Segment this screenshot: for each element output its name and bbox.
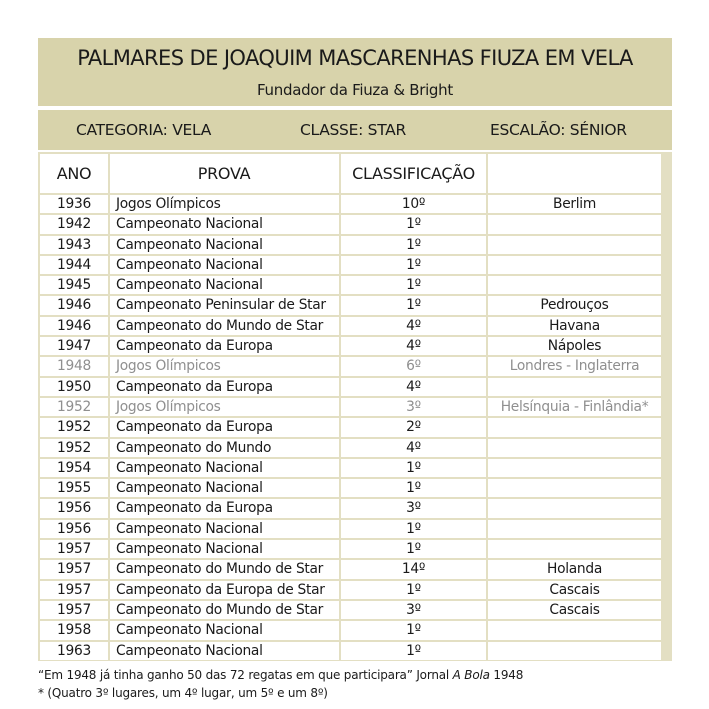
table-row xyxy=(40,520,661,538)
location-cell: Helsínquia - Finlândia* xyxy=(488,398,661,416)
event-cell: Campeonato Nacional xyxy=(110,215,339,233)
location-cell: Pedrouços xyxy=(488,296,661,314)
classification-cell: 1º xyxy=(341,581,486,599)
year-cell: 1950 xyxy=(40,378,108,396)
location-cell xyxy=(488,256,661,274)
table-row xyxy=(40,276,661,294)
event-cell: Campeonato Nacional xyxy=(110,256,339,274)
table-row xyxy=(40,215,661,233)
event-cell: Campeonato Peninsular de Star xyxy=(110,296,339,314)
table-row xyxy=(40,540,661,558)
year-cell: 1942 xyxy=(40,215,108,233)
event-cell: Campeonato Nacional xyxy=(110,520,339,538)
event-cell: Campeonato Nacional xyxy=(110,459,339,477)
location-cell: Nápoles xyxy=(488,337,661,355)
table-row xyxy=(40,479,661,497)
location-cell xyxy=(488,418,661,436)
header-year: ANO xyxy=(40,154,108,193)
classification-cell: 6º xyxy=(341,357,486,375)
classification-cell: 3º xyxy=(341,398,486,416)
location-cell: Cascais xyxy=(488,581,661,599)
event-cell: Campeonato Nacional xyxy=(110,540,339,558)
table-row xyxy=(40,337,661,355)
event-cell: Campeonato da Europa de Star xyxy=(110,581,339,599)
table-row xyxy=(40,296,661,314)
table-row xyxy=(40,378,661,396)
class-info xyxy=(300,121,406,139)
location-cell: Berlim xyxy=(488,195,661,213)
table-body xyxy=(40,195,661,660)
title-banner xyxy=(38,38,672,106)
year-cell: 1956 xyxy=(40,499,108,517)
location-cell: Holanda xyxy=(488,560,661,578)
footnote-quote-text: “Em 1948 já tinha ganho 50 das 72 regatas em que participara” Jornal xyxy=(38,668,450,682)
year-cell: 1957 xyxy=(40,540,108,558)
table-row xyxy=(40,317,661,335)
classification-cell: 1º xyxy=(341,215,486,233)
classification-cell: 1º xyxy=(341,642,486,660)
location-cell xyxy=(488,621,661,639)
table-row xyxy=(40,459,661,477)
classification-cell: 1º xyxy=(341,276,486,294)
classification-cell: 3º xyxy=(341,601,486,619)
event-cell: Campeonato Nacional xyxy=(110,642,339,660)
location-cell xyxy=(488,642,661,660)
table-row xyxy=(40,439,661,457)
event-cell: Campeonato Nacional xyxy=(110,236,339,254)
classification-cell: 1º xyxy=(341,459,486,477)
year-cell: 1963 xyxy=(40,642,108,660)
table-row xyxy=(40,601,661,619)
event-cell: Campeonato da Europa xyxy=(110,378,339,396)
footnote-asterisk: * (Quatro 3º lugares, um 4º lugar, um 5º e um 8º) xyxy=(38,686,328,700)
table-row xyxy=(40,195,661,213)
table-row xyxy=(40,398,661,416)
header-location xyxy=(488,154,661,193)
header-event: PROVA xyxy=(110,154,339,193)
header-classification: CLASSIFICAÇÃO xyxy=(341,154,486,193)
location-cell xyxy=(488,276,661,294)
results-table xyxy=(38,152,663,662)
classification-cell: 4º xyxy=(341,439,486,457)
classification-cell: 4º xyxy=(341,378,486,396)
footnote-year: 1948 xyxy=(493,668,524,682)
year-cell: 1952 xyxy=(40,398,108,416)
year-cell: 1936 xyxy=(40,195,108,213)
category-banner xyxy=(38,110,672,150)
classification-cell: 10º xyxy=(341,195,486,213)
year-cell: 1957 xyxy=(40,601,108,619)
year-cell: 1944 xyxy=(40,256,108,274)
event-cell: Campeonato Nacional xyxy=(110,479,339,497)
event-cell: Campeonato da Europa xyxy=(110,337,339,355)
classification-cell: 4º xyxy=(341,337,486,355)
location-cell xyxy=(488,439,661,457)
location-cell: Havana xyxy=(488,317,661,335)
year-cell: 1952 xyxy=(40,418,108,436)
year-cell: 1948 xyxy=(40,357,108,375)
table-row xyxy=(40,256,661,274)
event-cell: Campeonato do Mundo de Star xyxy=(110,601,339,619)
table-row xyxy=(40,621,661,639)
classification-cell: 4º xyxy=(341,317,486,335)
location-cell xyxy=(488,540,661,558)
category-label: CATEGORIA: xyxy=(76,121,168,139)
classification-cell: 1º xyxy=(341,520,486,538)
location-cell xyxy=(488,459,661,477)
year-cell: 1957 xyxy=(40,560,108,578)
event-cell: Campeonato da Europa xyxy=(110,499,339,517)
class-value: STAR xyxy=(367,121,406,139)
event-cell: Jogos Olímpicos xyxy=(110,357,339,375)
classification-cell: 1º xyxy=(341,236,486,254)
table-header-row xyxy=(40,154,661,193)
location-cell xyxy=(488,479,661,497)
classification-cell: 1º xyxy=(341,479,486,497)
location-cell xyxy=(488,215,661,233)
table-row xyxy=(40,357,661,375)
event-cell: Campeonato do Mundo de Star xyxy=(110,560,339,578)
year-cell: 1945 xyxy=(40,276,108,294)
classification-cell: 1º xyxy=(341,621,486,639)
event-cell: Campeonato do Mundo de Star xyxy=(110,317,339,335)
year-cell: 1954 xyxy=(40,459,108,477)
table-row xyxy=(40,560,661,578)
footnote-source: A Bola xyxy=(452,668,490,682)
year-cell: 1956 xyxy=(40,520,108,538)
page-subtitle: Fundador da Fiuza & Bright xyxy=(257,81,453,99)
year-cell: 1943 xyxy=(40,236,108,254)
event-cell: Campeonato Nacional xyxy=(110,276,339,294)
year-cell: 1958 xyxy=(40,621,108,639)
tier-label: ESCALÃO: xyxy=(490,121,566,139)
year-cell: 1947 xyxy=(40,337,108,355)
page-title: PALMARES DE JOAQUIM MASCARENHAS FIUZA EM VELA xyxy=(77,46,633,70)
category-value: VELA xyxy=(172,121,212,139)
table-row xyxy=(40,418,661,436)
location-cell: Cascais xyxy=(488,601,661,619)
event-cell: Campeonato da Europa xyxy=(110,418,339,436)
location-cell xyxy=(488,499,661,517)
year-cell: 1946 xyxy=(40,317,108,335)
tier-info xyxy=(490,121,627,139)
location-cell xyxy=(488,378,661,396)
location-cell xyxy=(488,236,661,254)
year-cell: 1952 xyxy=(40,439,108,457)
table-row xyxy=(40,499,661,517)
location-cell xyxy=(488,520,661,538)
tier-value: SÉNIOR xyxy=(569,121,627,139)
category-info xyxy=(76,121,211,139)
year-cell: 1957 xyxy=(40,581,108,599)
footnote-quote xyxy=(38,668,523,682)
classification-cell: 3º xyxy=(341,499,486,517)
table-row xyxy=(40,581,661,599)
event-cell: Jogos Olímpicos xyxy=(110,398,339,416)
table-row xyxy=(40,236,661,254)
year-cell: 1955 xyxy=(40,479,108,497)
table-row xyxy=(40,642,661,660)
classification-cell: 1º xyxy=(341,256,486,274)
event-cell: Jogos Olímpicos xyxy=(110,195,339,213)
classification-cell: 14º xyxy=(341,560,486,578)
classification-cell: 2º xyxy=(341,418,486,436)
results-table-frame xyxy=(38,152,672,661)
event-cell: Campeonato do Mundo xyxy=(110,439,339,457)
class-label: CLASSE: xyxy=(300,121,364,139)
classification-cell: 1º xyxy=(341,296,486,314)
classification-cell: 1º xyxy=(341,540,486,558)
year-cell: 1946 xyxy=(40,296,108,314)
location-cell: Londres - Inglaterra xyxy=(488,357,661,375)
event-cell: Campeonato Nacional xyxy=(110,621,339,639)
